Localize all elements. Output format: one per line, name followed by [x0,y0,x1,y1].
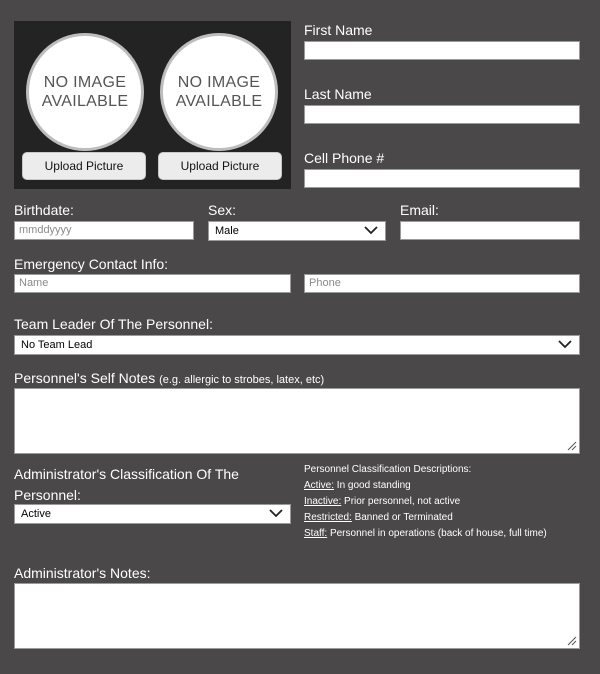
email-label: Email: [400,202,439,218]
classification-label [14,464,239,506]
description-term: Staff: [304,528,328,539]
sex-select[interactable] [208,221,386,241]
classification-label-line1: Administrator's Classification Of The [14,466,239,482]
description-text: Personnel in operations (back of house, full time) [327,528,547,539]
self-notes-label [14,370,324,386]
description-text: Banned or Terminated [351,512,453,523]
admin-notes-textarea[interactable] [14,583,580,649]
description-term: Restricted: [304,512,352,523]
resize-grip-icon[interactable] [567,441,577,451]
description-term: Inactive: [304,496,342,507]
no-image-text-left: NO IMAGE AVAILABLE [41,74,129,110]
description-text: In good standing [334,480,411,491]
emergency-phone-field[interactable]: Phone [304,274,580,293]
description-item-restricted [304,512,453,523]
sex-label: Sex: [208,202,237,218]
birthdate-field[interactable]: mmddyyyy [14,221,194,240]
last-name-label: Last Name [304,86,372,102]
classification-label-line2: Personnel: [14,487,81,503]
self-notes-textarea[interactable] [14,388,580,454]
classification-descriptions-title: Personnel Classification Descriptions: [304,464,472,475]
classification-selected-value: Active [21,508,51,520]
admin-notes-label: Administrator's Notes: [14,565,151,581]
resize-grip-icon[interactable] [567,636,577,646]
team-leader-select[interactable] [14,335,580,355]
description-text: Prior personnel, not active [341,496,461,507]
no-image-text-right: NO IMAGE AVAILABLE [175,74,263,110]
chevron-down-icon [363,223,379,237]
upload-picture-button-left[interactable]: Upload Picture [22,152,146,180]
description-term: Active: [304,480,335,491]
team-leader-label: Team Leader Of The Personnel: [14,316,213,332]
first-name-label: First Name [304,22,373,38]
sex-selected-value: Male [215,225,239,237]
emergency-contact-label: Emergency Contact Info: [14,256,169,272]
classification-select[interactable] [14,504,291,524]
email-field[interactable] [400,221,580,240]
self-notes-label-text: Personnel's Self Notes [14,370,156,386]
cell-phone-label: Cell Phone # [304,150,385,166]
cell-phone-field[interactable] [304,169,580,188]
team-leader-selected-value: No Team Lead [21,339,93,351]
chevron-down-icon [557,337,573,351]
upload-picture-button-right[interactable]: Upload Picture [158,152,282,180]
birthdate-label: Birthdate: [14,202,74,218]
photo-placeholder-left [26,33,144,151]
last-name-field[interactable] [304,105,580,124]
first-name-field[interactable] [304,41,580,60]
description-item-active [304,480,411,491]
description-item-staff [304,528,547,539]
chevron-down-icon [268,506,284,520]
photo-panel [14,21,291,189]
self-notes-hint: (e.g. allergic to strobes, latex, etc) [159,374,325,386]
photo-placeholder-right [160,33,278,151]
description-item-inactive [304,496,460,507]
emergency-name-field[interactable]: Name [14,274,291,293]
